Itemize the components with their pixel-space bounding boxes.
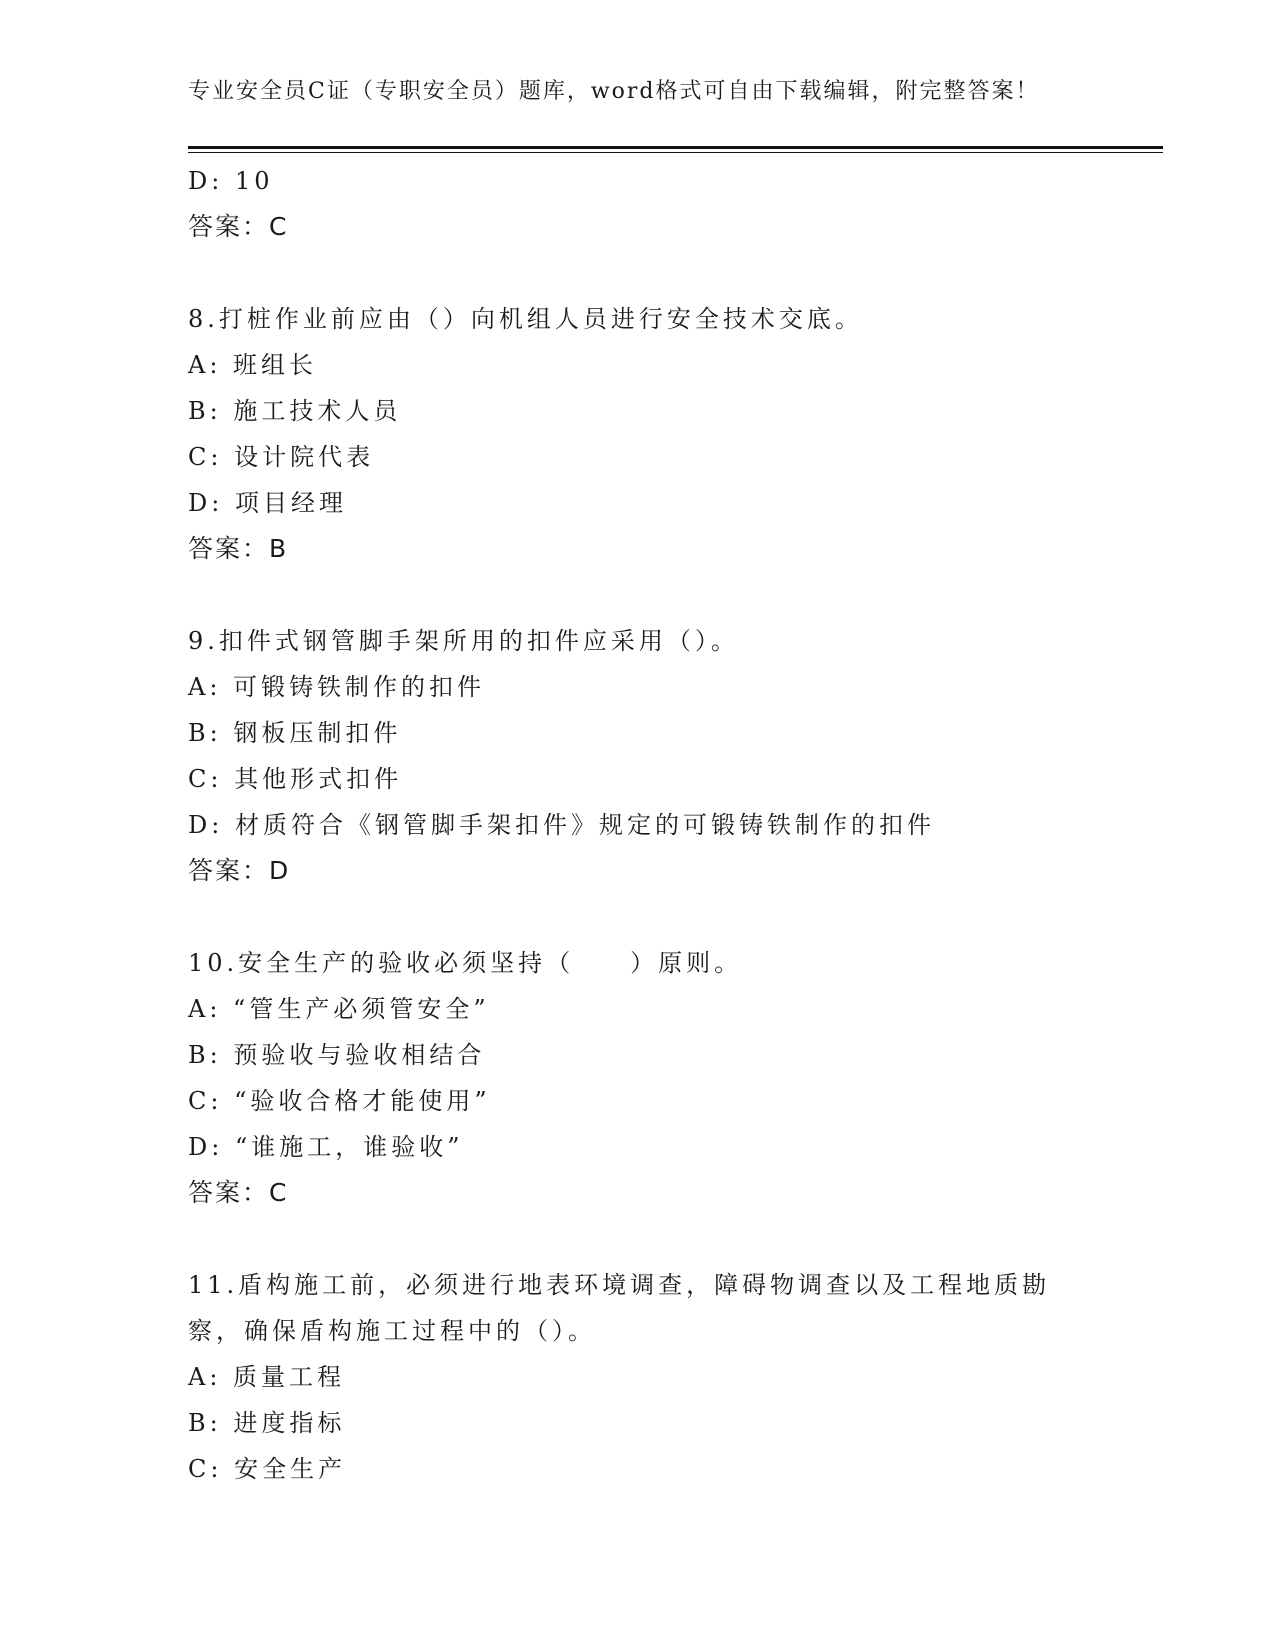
option-d: D: “谁施工，谁验收” (188, 1133, 464, 1161)
question-stem-line-2: 察，确保盾构施工过程中的（）。 (188, 1317, 596, 1345)
question-9 (188, 618, 1088, 894)
answer-line: 答案：C (188, 212, 289, 241)
question-stem: 10.安全生产的验收必须坚持（ ）原则。 (188, 949, 743, 977)
header-rule-thick (188, 146, 1163, 149)
option-c: C: 其他形式扣件 (188, 765, 403, 793)
spacer (188, 250, 1088, 296)
option-d: D: 材质符合《钢管脚手架扣件》规定的可锻铸铁制作的扣件 (188, 811, 935, 839)
prev-question-tail (188, 158, 1088, 250)
answer-line: 答案：D (188, 856, 291, 885)
option-c: C: 设计院代表 (188, 443, 375, 471)
option-c: C: 安全生产 (188, 1455, 347, 1483)
option-c: C: “验收合格才能使用” (188, 1087, 491, 1115)
answer-line: 答案：C (188, 1178, 289, 1207)
option-a: A: 班组长 (188, 351, 318, 379)
question-10 (188, 940, 1088, 1216)
option-d: D: 项目经理 (188, 489, 347, 517)
option-b: B: 施工技术人员 (188, 397, 402, 425)
option-a: A: 质量工程 (188, 1363, 346, 1391)
question-8 (188, 296, 1088, 572)
spacer (188, 894, 1088, 940)
option-a: A: “管生产必须管安全” (188, 995, 490, 1023)
option-d: D: 10 (188, 167, 274, 195)
spacer (188, 572, 1088, 618)
option-b: B: 钢板压制扣件 (188, 719, 402, 747)
option-b: B: 预验收与验收相结合 (188, 1041, 486, 1069)
question-stem: 9.扣件式钢管脚手架所用的扣件应采用（）。 (188, 627, 739, 655)
answer-line: 答案：B (188, 534, 289, 563)
question-list (188, 158, 1088, 1492)
option-b: B: 进度指标 (188, 1409, 346, 1437)
question-stem: 8.打桩作业前应由（）向机组人员进行安全技术交底。 (188, 305, 863, 333)
option-a: A: 可锻铸铁制作的扣件 (188, 673, 486, 701)
question-stem-line-1: 11.盾构施工前，必须进行地表环境调查，障碍物调查以及工程地质勘 (188, 1271, 1051, 1299)
header-rule-thin (188, 152, 1163, 153)
page-header: 专业安全员C证（专职安全员）题库，word格式可自由下载编辑，附完整答案！ (188, 79, 1040, 104)
question-11 (188, 1262, 1088, 1492)
spacer (188, 1216, 1088, 1262)
